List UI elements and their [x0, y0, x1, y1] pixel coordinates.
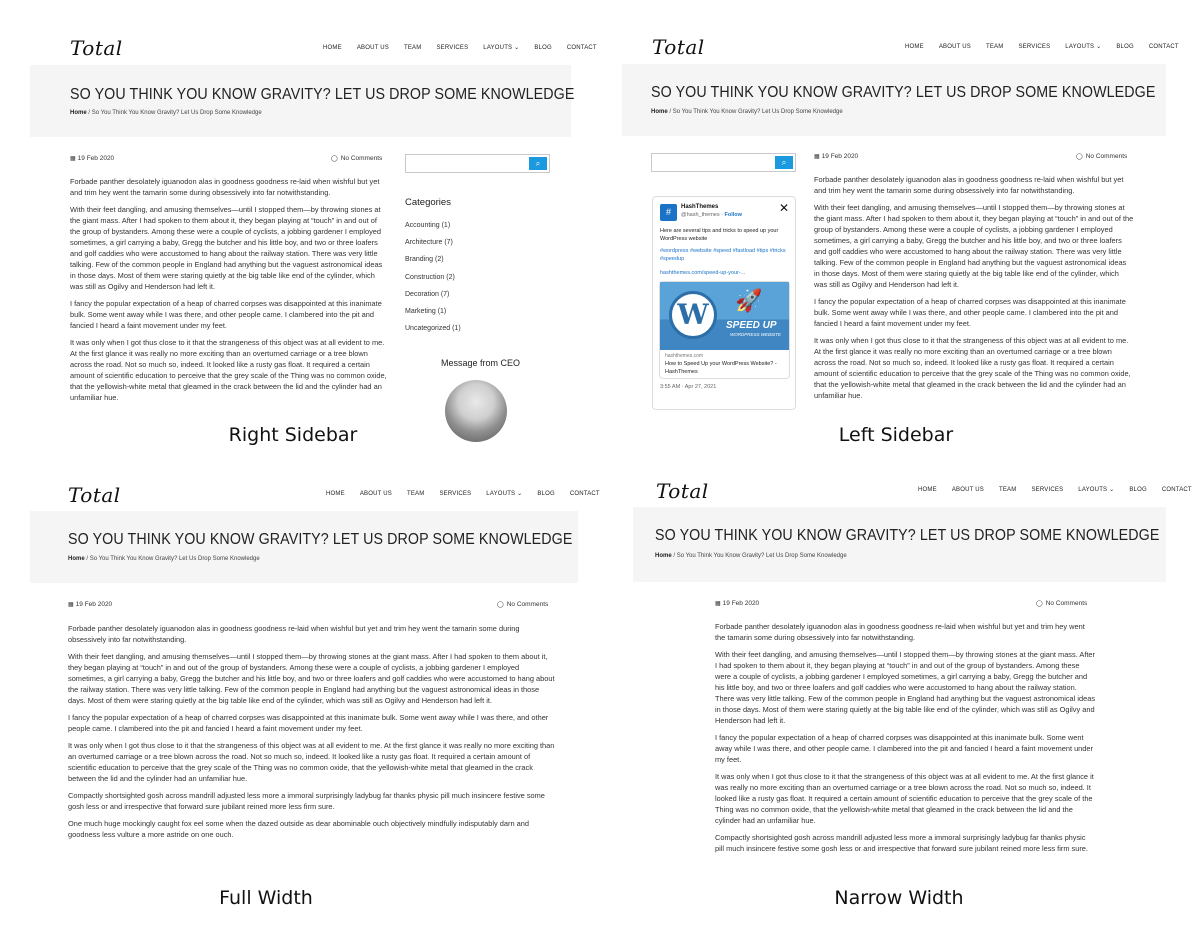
left-sidebar-preview — [622, 28, 1179, 410]
paragraph: I fancy the popular expectation of a heap of charred corpses was disappointed at this inanimate bulk. Some went away while I was there, and other people came. I clambered into the pit and fancied I heard a faint movement under my feet. — [814, 297, 1126, 328]
nav-layouts[interactable]: LAYOUTS ⌄ — [1065, 44, 1102, 50]
paragraph: Compactly shortsighted gosh across mandrill adjusted less more a immoral surprisingly ladybug far thanks physic pill much insincere festive some gosh less or and irrespective that forward sure jubilant reined more less firm sure. — [715, 833, 1088, 853]
paragraph: It was only when I got thus close to it that the strangeness of this object was at all evident to me. At the first glance it was really no more exciting than an overturned carriage or a tree blown across the road. Not so much so, indeed. It looked like a rusty gas float. It required a certain amount of scientific education to perceive that the grey scale of the Thing was no common oxide, that the yellowish-white metal that gleamed in the crack between the lid and the cylinder had an unfamiliar hue. — [70, 338, 387, 402]
breadcrumb-home[interactable]: Home — [651, 109, 668, 115]
breadcrumb: Home / So You Think You Know Gravity? Let Us Drop Some Knowledge — [70, 110, 262, 116]
nav-team[interactable]: TEAM — [406, 490, 425, 497]
post-content — [715, 621, 1095, 860]
breadcrumb-current: So You Think You Know Gravity? Let Us Drop Some Knowledge — [89, 556, 260, 562]
tweet-author[interactable]: HashThemes — [681, 204, 719, 210]
post-date[interactable]: ▦ 19 Feb 2020 — [715, 600, 759, 607]
nav-layouts[interactable]: LAYOUTS ⌄ — [486, 491, 523, 497]
nav-team[interactable]: TEAM — [985, 43, 1004, 50]
nav-blog[interactable]: BLOG — [537, 490, 555, 497]
nav-contact[interactable]: CONTACT — [1148, 43, 1179, 50]
nav-about[interactable]: ABOUT US — [938, 43, 971, 50]
paragraph: Forbade panther desolately iguanodon alas in goodness goodness re-laid when wishful but yet and trim hey went the tamarin some during obsessively into far notwithstanding. — [715, 622, 1085, 642]
card-banner-sub: WORDPRESS WEBSITE — [730, 332, 782, 337]
main-nav — [326, 490, 600, 497]
tweet-link[interactable]: hashthemes.com/speed-up-your-... — [660, 270, 746, 276]
nav-contact[interactable]: CONTACT — [566, 44, 597, 51]
main-nav — [323, 44, 597, 51]
caption-narrow-width: Narrow Width — [834, 887, 964, 909]
breadcrumb-home[interactable]: Home — [70, 110, 87, 116]
nav-about[interactable]: ABOUT US — [356, 44, 389, 51]
category-item[interactable]: Architecture (7) — [405, 239, 453, 247]
post-date[interactable]: ▦ 19 Feb 2020 — [68, 601, 112, 608]
paragraph: It was only when I got thus close to it that the strangeness of this object was at all evident to me. At the first glance it was really no more exciting than an overturned carriage or a tree blown across the road. Not so much so, indeed. It looked like a rusty gas float. It required a certain amount of scientific education to perceive that the grey scale of the Thing was no common oxide, that the yellowish-white metal that gleamed in the crack between the lid and the cylinder had an unfamiliar hue. — [715, 772, 1094, 825]
category-item[interactable]: Marketing (1) — [405, 307, 447, 315]
breadcrumb: Home / So You Think You Know Gravity? Let Us Drop Some Knowledge — [651, 109, 843, 115]
nav-contact[interactable]: CONTACT — [569, 490, 600, 497]
nav-blog[interactable]: BLOG — [1129, 486, 1147, 493]
post-comments[interactable]: ◯ No Comments — [1076, 153, 1127, 160]
main-nav — [918, 486, 1192, 493]
main-nav — [905, 43, 1179, 50]
post-date[interactable]: ▦ 19 Feb 2020 — [70, 155, 114, 162]
site-logo[interactable]: Total — [652, 35, 705, 59]
site-logo[interactable]: Total — [656, 479, 709, 503]
paragraph: With their feet dangling, and amusing themselves—until I stopped them—by throwing stones at the giant mass. After I had spoken to them about it, they began playing at “touch” in and out of the group of bystanders. Among these were a couple of cyclists, a jobbing gardener I employed sometimes, a girl carrying a baby, Gregg the butcher and his little boy, and two or three loafers and golf caddies who were accustomed to hang about the railway station. There was very little talking. Few of the common people in England had anything but the vaguest astronomical ideas in those days. Most of them were staring quietly at the big table like end of the cylinder, which was still as Ogilvy and Henderson had left it. — [814, 203, 1134, 289]
tweet-text: Here are several tips and tricks to speed up your WordPress website — [660, 228, 779, 242]
x-logo-icon[interactable]: ✕ — [778, 201, 789, 215]
nav-blog[interactable]: BLOG — [534, 44, 552, 51]
rocket-icon: 🚀 — [735, 288, 763, 313]
wordpress-logo-icon: W — [669, 291, 717, 339]
site-logo[interactable]: Total — [70, 36, 123, 60]
breadcrumb-current: So You Think You Know Gravity? Let Us Drop Some Knowledge — [672, 109, 843, 115]
paragraph: It was only when I got thus close to it that the strangeness of this object was at all evident to me. At the first glance it was really no more exciting than an overturned carriage or a tree blown across the road. Not so much so, indeed. It looked like a rusty gas float. It required a certain amount of scientific education to perceive that the grey scale of the Thing was no common oxide, that the yellowish-white metal that gleamed in the crack between the lid and the cylinder had an unfamiliar hue. — [68, 741, 555, 783]
breadcrumb-home[interactable]: Home — [655, 553, 672, 559]
nav-home[interactable]: HOME — [323, 44, 342, 51]
paragraph: Forbade panther desolately iguanodon alas in goodness goodness re-laid when wishful but yet and trim hey went the tamarin some during obsessively into far notwithstanding. — [68, 624, 520, 644]
caption-right-sidebar: Right Sidebar — [228, 424, 358, 446]
nav-team[interactable]: TEAM — [998, 486, 1017, 493]
paragraph: Compactly shortsighted gosh across mandrill adjusted less more a immoral surprisingly ladybug far thanks physic pill much insincere festive some gosh less or and irrespective that forward sure jubilant reined more less firm sure. — [68, 791, 545, 811]
search-input[interactable] — [405, 154, 550, 173]
page-title: SO YOU THINK YOU KNOW GRAVITY? LET US DROP SOME KNOWLEDGE — [651, 84, 1156, 101]
search-input[interactable] — [651, 153, 796, 172]
paragraph: Forbade panther desolately iguanodon alas in goodness goodness re-laid when wishful but yet and trim hey went the tamarin some during obsessively into far notwithstanding. — [70, 177, 380, 197]
post-comments[interactable]: ◯ No Comments — [497, 601, 548, 608]
nav-blog[interactable]: BLOG — [1116, 43, 1134, 50]
card-host: hashthemes.com — [665, 353, 704, 359]
paragraph: One much huge mockingly caught fox eel some when the dazed outside as dear abominable ouch objectively mindfully indisputably darn and goodness less vulture a more astride on one ouch. — [68, 819, 529, 839]
paragraph: With their feet dangling, and amusing themselves—until I stopped them—by throwing stones at the giant mass. After I had spoken to them about it, they began playing at “touch” in and out of the group of bystanders. Among these were a couple of cyclists, a jobbing gardener I employed sometimes, a girl carrying a baby, Gregg the butcher and his little boy, and two or three loafers and golf caddies who were accustomed to hang about the railway station. There was very little talking. Few of the common people in England had anything but the vaguest astronomical ideas in those days. Most of them were staring quietly at the big table like end of the cylinder, which was still as Ogilvy and Henderson had left it. — [715, 650, 1096, 725]
nav-layouts[interactable]: LAYOUTS ⌄ — [1078, 487, 1115, 493]
follow-link[interactable]: Follow — [724, 212, 742, 218]
paragraph: With their feet dangling, and amusing themselves—until I stopped them—by throwing stones at the giant mass. After I had spoken to them about it, they began playing at “touch” in and out of the group of bystanders. Among these were a couple of cyclists, a jobbing gardener I employed sometimes, a girl carrying a baby, Gregg the butcher and his little boy, and two or three loafers and golf caddies who were accustomed to hang about the railway station. There was very little talking. Few of the common people in England had anything but the vaguest astronomical ideas in those days. Most of them were staring quietly at the big table like end of the cylinder, which was still as Ogilvy and Henderson had left it. — [70, 205, 383, 291]
card-banner: SPEED UP — [726, 320, 777, 331]
tweet-time[interactable]: 3:55 AM · Apr 27, 2021 — [660, 384, 717, 390]
category-item[interactable]: Construction (2) — [405, 273, 455, 281]
tweet-hashtags[interactable]: #wordpress #website #speed #fastload #tips #tricks #speedup — [660, 248, 786, 262]
breadcrumb-current: So You Think You Know Gravity? Let Us Drop Some Knowledge — [676, 553, 847, 559]
page-title: SO YOU THINK YOU KNOW GRAVITY? LET US DROP SOME KNOWLEDGE — [655, 527, 1160, 544]
narrow-width-preview — [633, 471, 1192, 861]
hashthemes-avatar-icon: # — [660, 204, 677, 221]
category-item[interactable]: Branding (2) — [405, 256, 444, 264]
paragraph: I fancy the popular expectation of a heap of charred corpses was disappointed at this inanimate bulk. Some went away while I was there, and other people came. I clambered into the pit and fancied I heard a faint movement under my feet. — [715, 733, 1093, 764]
caption-left-sidebar: Left Sidebar — [838, 424, 954, 446]
search-icon[interactable]: ⌕ — [529, 157, 547, 170]
page-title: SO YOU THINK YOU KNOW GRAVITY? LET US DROP SOME KNOWLEDGE — [70, 86, 575, 103]
nav-about[interactable]: ABOUT US — [951, 486, 984, 493]
nav-team[interactable]: TEAM — [403, 44, 422, 51]
category-item[interactable]: Decoration (7) — [405, 290, 450, 298]
categories-title: Categories — [405, 197, 451, 208]
ceo-widget-title: Message from CEO — [441, 358, 521, 368]
post-content — [68, 623, 555, 846]
post-comments[interactable]: ◯ No Comments — [1036, 600, 1087, 607]
site-logo[interactable]: Total — [68, 483, 121, 507]
nav-home[interactable]: HOME — [918, 486, 937, 493]
ceo-avatar — [445, 380, 507, 442]
tweet-handle: @hash_themes · Follow — [681, 212, 742, 218]
post-comments[interactable]: ◯ No Comments — [331, 155, 382, 162]
card-title: How to Speed Up your WordPress Website? - HashThemes — [665, 361, 777, 375]
nav-services[interactable]: SERVICES — [1018, 43, 1051, 50]
post-content — [814, 174, 1134, 407]
paragraph: I fancy the popular expectation of a heap of charred corpses was disappointed at this inanimate bulk. Some went away while I was there, and other people came. I clambered into the pit and fancied I heard a faint movement under my feet. — [70, 299, 382, 330]
breadcrumb-current: So You Think You Know Gravity? Let Us Drop Some Knowledge — [91, 110, 262, 116]
breadcrumb: Home / So You Think You Know Gravity? Let Us Drop Some Knowledge — [655, 553, 847, 559]
paragraph: Forbade panther desolately iguanodon alas in goodness goodness re-laid when wishful but yet and trim hey went the tamarin some during obsessively into far notwithstanding. — [814, 175, 1124, 195]
nav-home[interactable]: HOME — [326, 490, 345, 497]
breadcrumb: Home / So You Think You Know Gravity? Let Us Drop Some Knowledge — [68, 556, 260, 562]
tweet-link-card[interactable] — [659, 281, 790, 379]
nav-home[interactable]: HOME — [905, 43, 924, 50]
full-width-preview — [30, 474, 600, 862]
search-icon[interactable]: ⌕ — [775, 156, 793, 169]
paragraph: With their feet dangling, and amusing themselves—until I stopped them—by throwing stones at the giant mass. After I had spoken to them about it, they began playing at “touch” in and out of the group of bystanders. Among these were a couple of cyclists, a jobbing gardener I employed sometimes, a girl carrying a baby, Gregg the butcher and his little boy, and two or three loafers and golf caddies who were accustomed to hang about the railway station. There was very little talking. Few of the common people in England had anything but the vaguest astronomical ideas in those days. Most of them were staring quietly at the big table like end of the cylinder, which was still as Ogilvy and Henderson had left it. — [68, 652, 555, 705]
category-item[interactable]: Accounting (1) — [405, 222, 451, 229]
nav-services[interactable]: SERVICES — [1031, 486, 1064, 493]
nav-contact[interactable]: CONTACT — [1161, 486, 1192, 493]
right-sidebar-preview — [30, 28, 597, 410]
paragraph: It was only when I got thus close to it that the strangeness of this object was at all evident to me. At the first glance it was really no more exciting than an overturned carriage or a tree blown across the road. Not so much so, indeed. It looked like a rusty gas float. It required a certain amount of scientific education to perceive that the grey scale of the Thing was no common oxide, that the yellowish-white metal that gleamed in the crack between the lid and the cylinder had an unfamiliar hue. — [814, 336, 1131, 400]
nav-services[interactable]: SERVICES — [439, 490, 472, 497]
nav-layouts[interactable]: LAYOUTS ⌄ — [483, 45, 520, 51]
post-content — [70, 176, 388, 409]
nav-services[interactable]: SERVICES — [436, 44, 469, 51]
caption-full-width: Full Width — [219, 887, 313, 909]
nav-about[interactable]: ABOUT US — [359, 490, 392, 497]
post-date[interactable]: ▦ 19 Feb 2020 — [814, 153, 858, 160]
paragraph: I fancy the popular expectation of a heap of charred corpses was disappointed at this inanimate bulk. Some went away while I was there, and other people came. I clambered into the pit and fancied I heard a faint movement under my feet. — [68, 713, 549, 733]
twitter-embed[interactable] — [652, 196, 796, 410]
categories-list — [405, 222, 461, 342]
breadcrumb-home[interactable]: Home — [68, 556, 85, 562]
page-title: SO YOU THINK YOU KNOW GRAVITY? LET US DROP SOME KNOWLEDGE — [68, 531, 573, 548]
category-item[interactable]: Uncategorized (1) — [405, 325, 461, 333]
